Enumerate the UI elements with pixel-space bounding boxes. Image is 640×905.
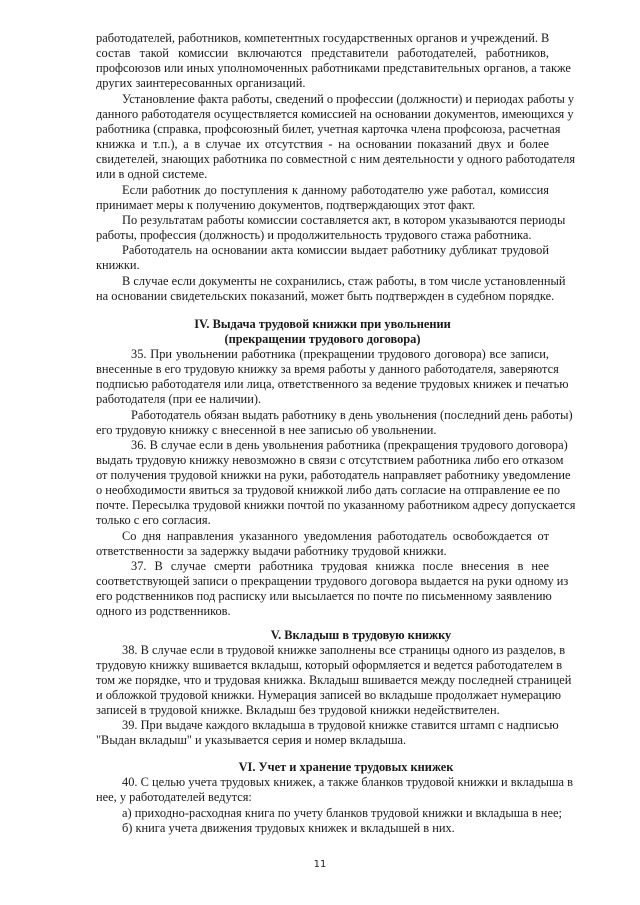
text-line: соответствующей записи о прекращении трудового договора выдается на руки одному из <box>96 574 569 588</box>
text-line: Со дня направления указанного уведомления работодатель освобождается от <box>122 529 549 543</box>
text-line: том же порядке, что и трудовая книжка. Вкладыш вшивается между последней страницей <box>96 673 572 687</box>
page-number: 11 <box>313 859 327 870</box>
text-line: одного из родственников. <box>96 604 231 618</box>
text-line: 38. В случае если в трудовой книжке заполнены все страницы одного из разделов, в <box>122 643 566 657</box>
text-line: выдать трудовую книжку невозможно в связи с отсутствием работника либо его отказом <box>96 453 564 467</box>
section-heading-iv-sub: (прекращении трудового договора) <box>224 332 421 346</box>
text-line: почте. Пересылка трудовой книжки почтой по указанному работником адресу допускается <box>96 498 576 512</box>
text-line: Установление факта работы, сведений о профессии (должности) и периодах работы у <box>122 92 575 106</box>
text-line: работы, профессия (должность) и продолжительность трудового стажа работника. <box>96 228 532 242</box>
text-line: профсоюзов или иных уполномоченных работниками представительных органов, а также <box>96 61 571 75</box>
text-line: состав такой комиссии включаются представители работодателей, работников, <box>96 46 549 60</box>
list-item-a: а) приходно-расходная книга по учету бланков трудовой книжки и вкладыша в нее; <box>122 806 562 820</box>
section-heading-vi: VI. Учет и хранение трудовых книжек <box>238 760 454 774</box>
text-line: других заинтересованных организаций. <box>96 76 306 90</box>
text-line: принимает меры к получению документов, подтверждающих этот факт. <box>96 198 476 212</box>
text-line: "Выдан вкладыш" и указывается серия и номер вкладыша. <box>96 733 407 747</box>
text-line: свидетелей, знающих работника по совместной с ним деятельности у одного работодателя <box>96 152 576 166</box>
text-line: записей в трудовой книжке. Вкладыш без трудовой книжки недействителен. <box>96 703 500 717</box>
text-line: Работодатель на основании акта комиссии выдает работнику дубликат трудовой <box>122 243 549 257</box>
text-line: нее, у работодателей ведутся: <box>96 790 252 804</box>
text-line: работодателей, работников, компетентных государственных органов и учреждений. В <box>96 31 550 45</box>
text-line: о необходимости явиться за трудовой книжкой либо дать согласие на отправление ее по <box>96 483 561 497</box>
text-line: В случае если документы не сохранились, стаж работы, в том числе установленный <box>122 274 566 288</box>
text-line: его трудовую книжку с внесенной в нее записью об увольнении. <box>96 423 437 437</box>
text-line: на основании свидетельских показаний, может быть подтвержден в судебном порядке. <box>96 289 555 303</box>
text-line: внесенные в его трудовую книжку за время работы у данного работодателя, заверяются <box>96 362 559 376</box>
text-line: 35. При увольнении работника (прекращении трудового договора) все записи, <box>131 347 549 361</box>
text-line: Работодатель обязан выдать работнику в день увольнения (последний день работы) <box>131 408 573 422</box>
text-line: книжка и т.п.), а в случае их отсутствия - на основании показаний двух и более <box>96 137 549 151</box>
text-line: подписью работодателя или лица, ответственного за ведение трудовых книжек и печатью <box>96 377 569 391</box>
text-line: или в одной системе. <box>96 167 208 181</box>
text-line: и обложкой трудовой книжки. Нумерация записей во вкладыше продолжает нумерацию <box>96 688 562 702</box>
text-line: 36. В случае если в день увольнения работника (прекращения трудового договора) <box>131 438 568 452</box>
text-line: 39. При выдаче каждого вкладыша в трудовой книжке ставится штамп с надписью <box>122 718 559 732</box>
section-heading-v: V. Вкладыш в трудовую книжку <box>270 628 452 642</box>
text-line: ответственности за задержку выдачи работнику трудовой книжки. <box>96 544 447 558</box>
text-line: По результатам работы комиссии составляется акт, в котором указываются периоды <box>122 213 566 227</box>
text-line: 37. В случае смерти работника трудовая книжка после внесения в нее <box>131 559 549 573</box>
text-line: трудовую книжку вшивается вкладыш, который оформляется и ведется работодателем в <box>96 658 563 672</box>
text-line: книжки. <box>96 258 140 272</box>
text-line: только с его согласия. <box>96 513 211 527</box>
list-item-b: б) книга учета движения трудовых книжек и вкладышей в них. <box>122 821 455 835</box>
text-line: работодателя (при ее наличии). <box>96 392 262 406</box>
text-line: данного работодателя осуществляется комиссией на основании документов, имеющихся у <box>96 107 574 121</box>
text-line: 40. С целью учета трудовых книжек, а также бланков трудовой книжки и вкладыша в <box>122 775 573 789</box>
text-line: работника (справка, профсоюзный билет, учетная карточка члена профсоюза, расчетная <box>96 122 561 136</box>
text-line: от получения трудовой книжки на руки, работодатель направляет работнику уведомление <box>96 468 571 482</box>
text-line: его родственников под расписку или высылается по почте по письменному заявлению <box>96 589 552 603</box>
section-heading-iv: IV. Выдача трудовой книжки при увольнении <box>194 317 451 331</box>
text-line: Если работник до поступления к данному работодателю уже работал, комиссия <box>122 183 549 197</box>
